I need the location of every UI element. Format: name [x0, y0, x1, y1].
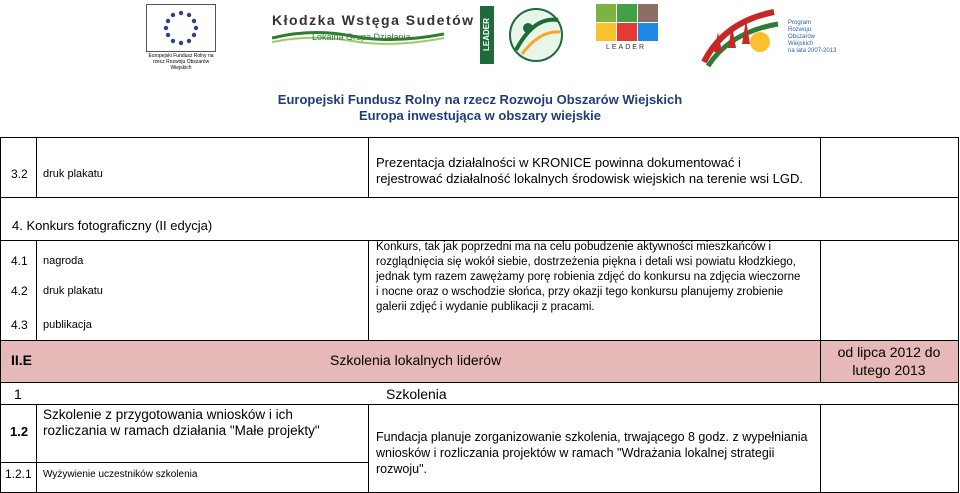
leader-emblem-icon: [498, 6, 574, 64]
section-1-title: Szkolenia: [386, 386, 447, 402]
leader-word: LEADER: [480, 6, 494, 64]
item-4-1-number: 4.1: [11, 254, 28, 268]
row-1-2-1-number: 1.2.1: [5, 467, 32, 481]
row-1-2-title: Szkolenie z przygotowania wniosków i ich rozliczania w ramach działania "Małe projekty": [43, 407, 320, 438]
section-4-description: Konkurs, tak jak poprzedni ma na celu pobudzenie aktywności mieszkańców i rozglądnięcia się wokół siebie, dostrzeżenia piękna i detali wsi powiatu kłodzkiego, jednak tym razem zawężamy porę robienia zdjęć do konkursu na zdjęcia wieczorne i nocne oraz o wschodzie słońca, przy okazji tego konkursu planujemy zrobienie galerii zdjęć i wydanie publikacji z pracami.: [376, 241, 801, 313]
eu-caption: Europejski Fundusz Rolny na rzecz Rozwoju Obszarów Wiejskich: [148, 53, 214, 71]
kws-subtitle: Lokalna Grupa Działania: [312, 32, 411, 42]
heading-line1: Europejski Fundusz Rolny na rzecz Rozwoju Obszarów Wiejskich: [277, 92, 683, 107]
section-4-title: 4. Konkurs fotograficzny (II edycja): [12, 218, 213, 233]
eu-logo: [140, 2, 220, 71]
row-3-2-action: druk plakatu: [43, 168, 103, 180]
klodzka-wstega-logo: [272, 8, 475, 48]
leader-mosaic-logo: [596, 4, 658, 66]
section-1-number: 1: [14, 386, 22, 402]
eu-flag-icon: [146, 4, 216, 52]
row-1-2-1-label: Wyżywienie uczestników szkolenia: [43, 469, 198, 480]
row-3-2-description: Prezentacja działalności w KRONICE powinna dokumentować i rejestrować działalność lokalnych środowisk wiejskich na terenie wsi LGD.: [376, 155, 804, 186]
prow-text: Program Rozwoju Obszarów Wiejskich na lata 2007-2013: [788, 20, 837, 54]
band-code: II.E: [11, 352, 33, 368]
prow-emblem-icon: [694, 2, 784, 68]
leader2-word: LEADER: [605, 44, 646, 51]
row-3-2-number: 3.2: [11, 167, 28, 181]
leader-logo: [480, 4, 576, 66]
item-4-1-label: nagroda: [43, 255, 84, 267]
item-4-2-number: 4.2: [11, 284, 28, 298]
band-date: od lipca 2012 do lutego 2013: [837, 344, 941, 378]
prow-logo: [694, 2, 837, 68]
row-1-2-description: Fundacja planuje zorganizowanie szkolenia, trwającego 8 godz. z wypełniania wniosków i rozliczania projektów w ramach "Wdrażania lokalnej strategii rozwoju".: [376, 430, 808, 476]
mosaic-icon: [596, 4, 658, 42]
band-title: Szkolenia lokalnych liderów: [330, 352, 502, 368]
kws-title: Kłodzka Wstęga Sudetów: [272, 12, 475, 28]
row-1-2-number: 1.2: [10, 424, 29, 439]
heading-line2: Europa inwestująca w obszary wiejskie: [358, 108, 602, 123]
item-4-3-label: publikacja: [43, 319, 92, 331]
item-4-3-number: 4.3: [11, 318, 28, 332]
item-4-2-label: druk plakatu: [43, 285, 103, 297]
